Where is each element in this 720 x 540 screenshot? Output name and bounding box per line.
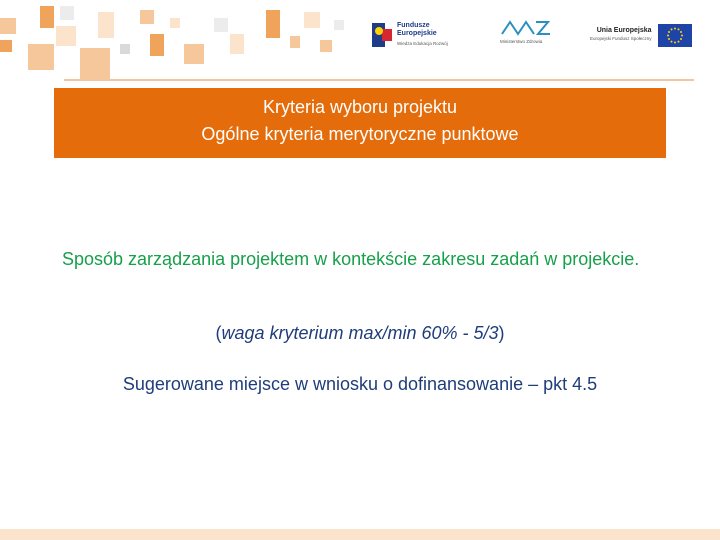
- fe-logo-line1: Fundusze: [397, 22, 430, 29]
- weight-close-paren: ): [498, 323, 505, 343]
- fundusze-europejskie-logo: [372, 18, 448, 52]
- criterion-weight: [0, 320, 720, 346]
- eu-logo-line1: Unia Europejska: [596, 27, 652, 34]
- footer-bar: [0, 529, 720, 540]
- title-banner: [54, 88, 666, 158]
- eu-logo-line2: Europejski Fundusz Społeczny: [590, 36, 652, 41]
- fe-logo-line3: Wiedza Edukacja Rozwój: [397, 41, 448, 46]
- fe-emblem-icon: [372, 23, 392, 47]
- banner-subtitle: Ogólne kryteria merytoryczne punktowe: [201, 124, 519, 144]
- application-section-hint: Sugerowane miejsce w wniosku o dofinansowanie – pkt 4.5: [122, 374, 598, 394]
- eu-flag-icon: [658, 24, 692, 47]
- ministry-of-health-logo: [500, 18, 552, 52]
- weight-open-paren: (: [215, 323, 222, 343]
- eu-logo: [590, 18, 692, 52]
- banner-title: Kryteria wyboru projektu: [262, 97, 458, 117]
- header-divider: [64, 79, 694, 81]
- criterion-text: Sposób zarządzania projektem w kontekście zakresu zadań w projekcie.: [62, 249, 640, 269]
- mz-logo-caption: Ministerstwo Zdrowia: [500, 39, 543, 44]
- fe-logo-line2: Europejskie: [397, 30, 437, 37]
- weight-text: waga kryterium max/min 60% - 5/3: [221, 323, 499, 343]
- mz-emblem-icon: [500, 18, 552, 38]
- decorative-mosaic: [0, 0, 360, 90]
